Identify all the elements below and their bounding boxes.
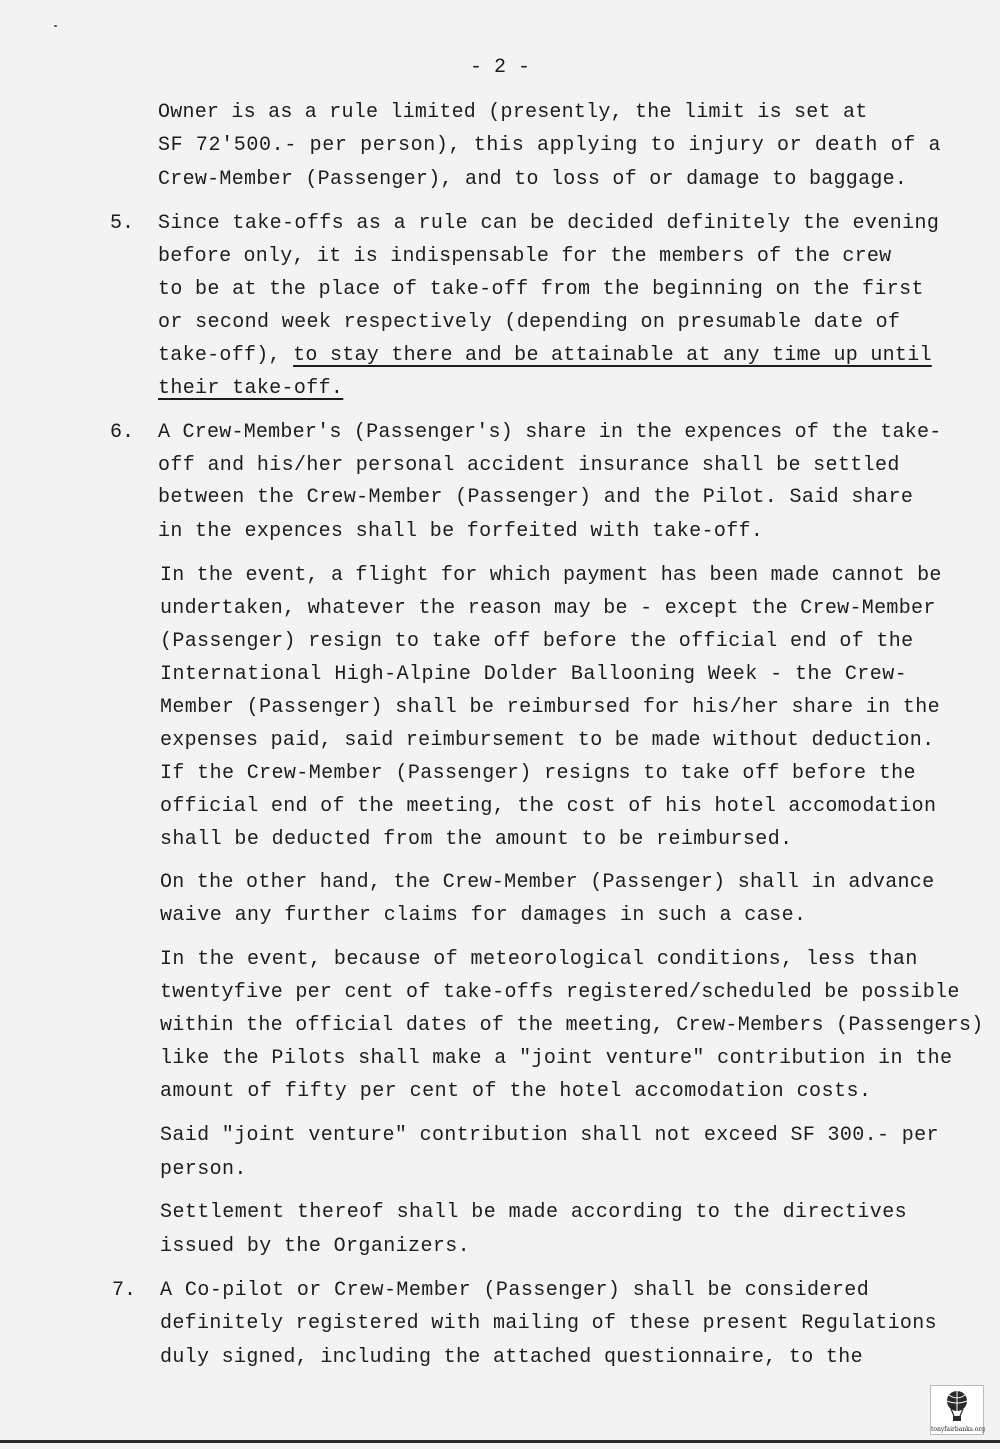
text-line: Owner is as a rule limited (presently, the limit is set at [158,101,868,124]
underlined-text: their take-off. [158,377,344,400]
balloon-icon [943,1389,971,1423]
text-line: expenses paid, said reimbursement to be made without deduction. [160,729,935,752]
text-line: Since take-offs as a rule can be decided definitely the evening [158,212,940,235]
text-line: A Co-pilot or Crew-Member (Passenger) shall be considered [160,1279,870,1302]
text-line: If the Crew-Member (Passenger) resigns to take off before the [160,762,916,785]
text-line: A Crew-Member's (Passenger's) share in the expences of the take- [158,421,942,444]
text-line: within the official dates of the meeting, Crew-Members (Passengers) [160,1014,984,1037]
text-line: (Passenger) resign to take off before the official end of the [160,630,914,653]
text-line: Settlement thereof shall be made according to the directives [160,1201,908,1224]
text-line: Crew-Member (Passenger), and to loss of or damage to baggage. [158,168,908,191]
text-line: undertaken, whatever the reason may be - except the Crew-Member [160,597,936,620]
text-line: amount of fifty per cent of the hotel accomodation costs. [160,1080,872,1103]
text-line: shall be deducted from the amount to be reimbursed. [160,828,793,851]
text-segment: take-off), [158,344,294,367]
text-line: SF 72'500.- per person), this applying to injury or death of a [158,134,942,157]
text-line: waive any further claims for damages in such a case. [160,904,807,927]
text-line: issued by the Organizers. [160,1235,471,1258]
text-line: before only, it is indispensable for the members of the crew [158,245,892,268]
text-line: International High-Alpine Dolder Ballooning Week - the Crew- [160,663,908,686]
text-line: In the event, a flight for which payment has been made cannot be [160,564,942,587]
bottom-edge-line [0,1440,1000,1443]
text-line: twentyfive per cent of take-offs registered/scheduled be possible [160,981,960,1004]
text-line: to be at the place of take-off from the beginning on the first [158,278,924,301]
text-line: off and his/her personal accident insurance shall be settled [158,454,900,477]
text-line: Member (Passenger) shall be reimbursed for his/her share in the [160,696,941,719]
text-line-mixed [158,344,932,368]
text-line: between the Crew-Member (Passenger) and the Pilot. Said share [158,486,914,509]
text-line: or second week respectively (depending on presumable date of [158,311,901,334]
item-number: 7. [112,1279,137,1302]
text-line: In the event, because of meteorological conditions, less than [160,948,918,971]
text-line: definitely registered with mailing of these present Regulations [160,1312,937,1335]
page-number: - 2 - [469,56,530,79]
text-line: like the Pilots shall make a "joint venture" contribution in the [160,1047,953,1070]
item-number: 5. [110,212,135,235]
text-line: duly signed, including the attached questionnaire, to the [160,1346,863,1369]
text-line: On the other hand, the Crew-Member (Passenger) shall in advance [160,871,935,894]
text-line: Said "joint venture" contribution shall not exceed SF 300.- per [160,1124,939,1147]
text-line: person. [160,1158,247,1181]
text-line: official end of the meeting, the cost of his hotel accomodation [160,795,937,818]
scan-speck [54,25,57,27]
text-line: in the expences shall be forfeited with take-off. [158,520,764,543]
underlined-text: to stay there and be attainable at any time up until [293,344,932,367]
watermark-text: tonyfairbanks.org [931,1426,986,1433]
item-number: 6. [110,421,135,444]
watermark-logo [930,1385,984,1435]
